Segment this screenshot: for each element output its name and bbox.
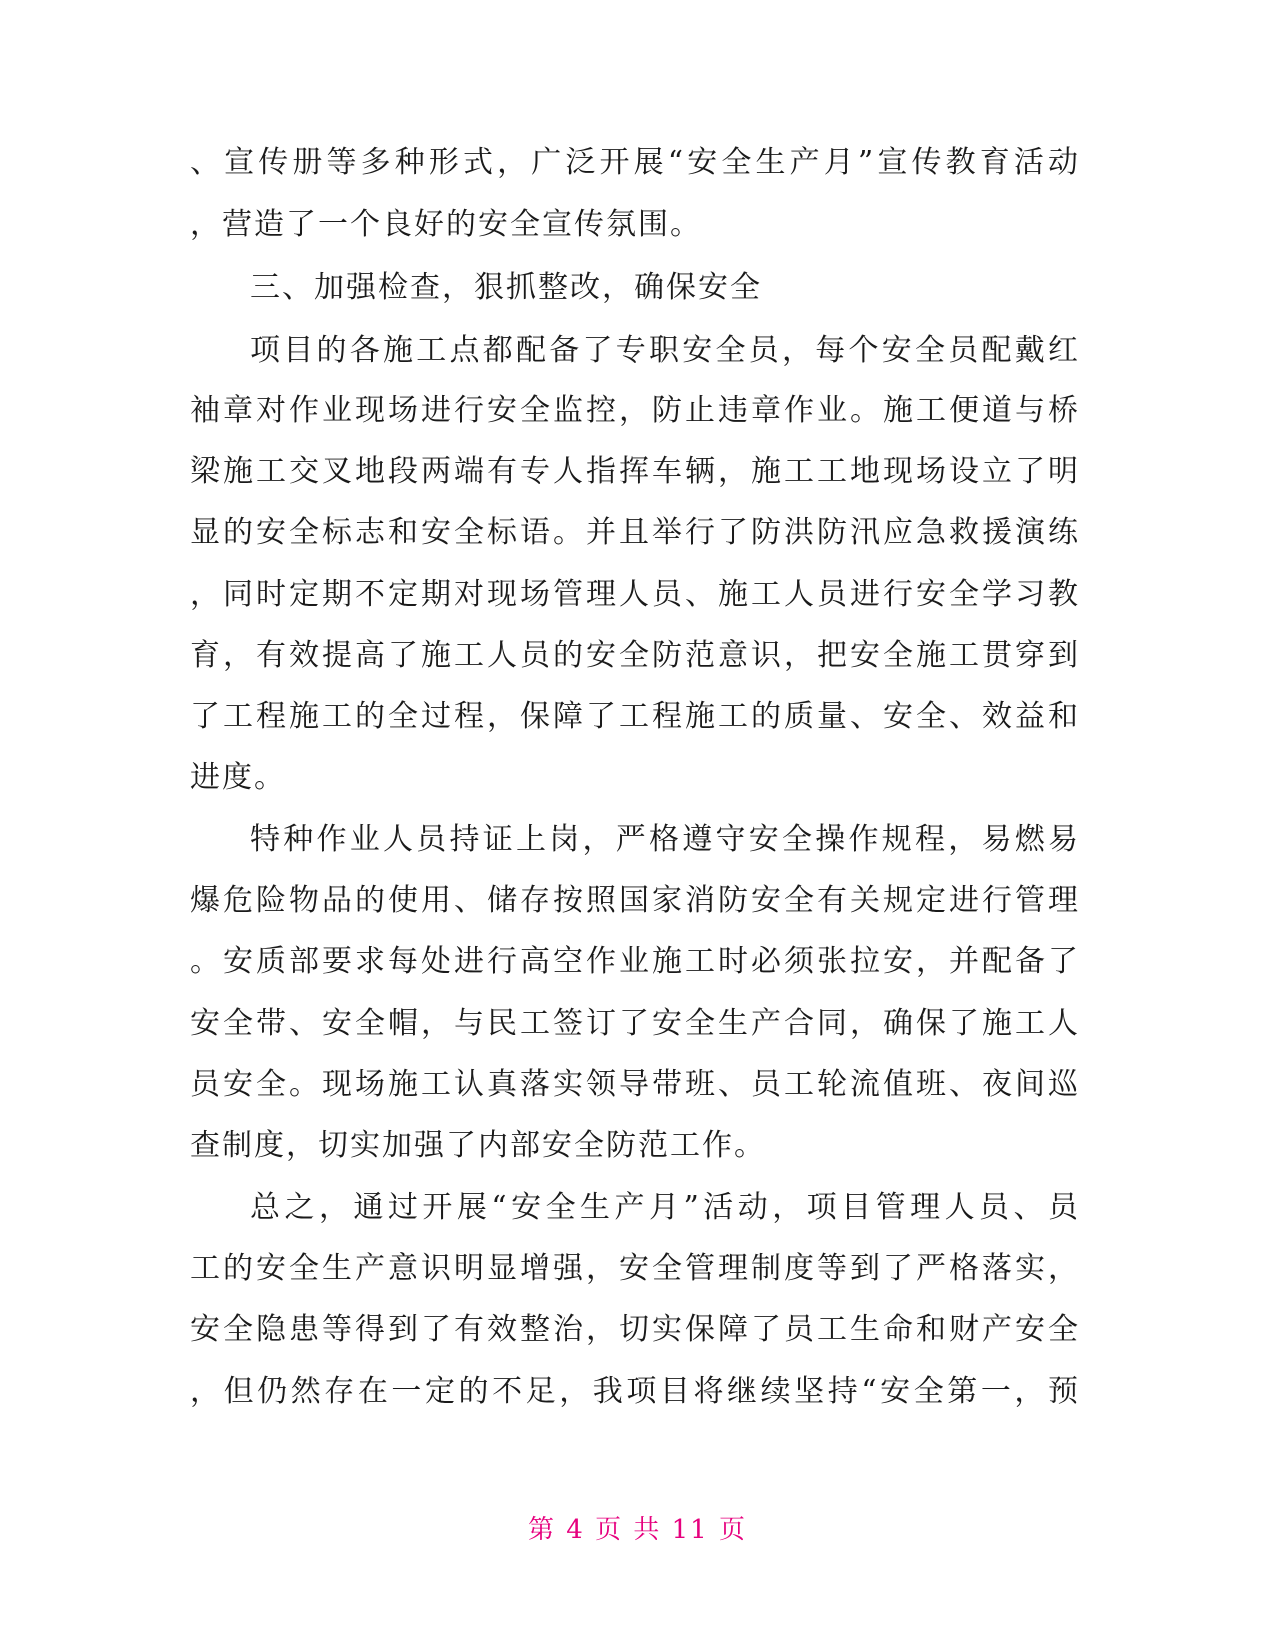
text-line: 项目的各施工点都配备了专职安全员，每个安全员配戴红 [250, 333, 1080, 368]
text-line: 爆危险物品的使用、储存按照国家消防安全有关规定进行管理 [190, 883, 1080, 918]
text-line: 梁施工交叉地段两端有专人指挥车辆，施工工地现场设立了明 [190, 454, 1080, 489]
text-line: 了工程施工的全过程，保障了工程施工的质量、安全、效益和 [190, 699, 1080, 734]
text-line: 员安全。现场施工认真落实领导带班、员工轮流值班、夜间巡 [190, 1067, 1080, 1102]
section-heading: 三、加强检查，狠抓整改，确保安全 [250, 270, 762, 305]
text-line: 显的安全标志和安全标语。并且举行了防洪防汛应急救援演练 [190, 515, 1080, 550]
text-line: 特种作业人员持证上岗，严格遵守安全操作规程，易燃易 [250, 822, 1080, 857]
text-line: 。安质部要求每处进行高空作业施工时必须张拉安，并配备了 [190, 944, 1080, 979]
text-line: 安全隐患等得到了有效整治，切实保障了员工生命和财产安全 [190, 1312, 1080, 1347]
text-line: 育，有效提高了施工人员的安全防范意识，把安全施工贯穿到 [190, 638, 1080, 673]
text-line: ，营造了一个良好的安全宣传氛围。 [190, 207, 702, 242]
text-line: 查制度，切实加强了内部安全防范工作。 [190, 1128, 766, 1163]
text-line: 工的安全生产意识明显增强，安全管理制度等到了严格落实， [190, 1251, 1080, 1286]
text-line: 总之，通过开展“安全生产月”活动，项目管理人员、员 [250, 1190, 1080, 1225]
text-line: ，但仍然存在一定的不足，我项目将继续坚持“安全第一，预 [190, 1374, 1080, 1409]
page-number-footer: 第 4 页 共 11 页 [528, 1515, 747, 1545]
text-line: 安全带、安全帽，与民工签订了安全生产合同，确保了施工人 [190, 1006, 1080, 1041]
text-line: ，同时定期不定期对现场管理人员、施工人员进行安全学习教 [190, 577, 1080, 612]
text-line: 进度。 [190, 760, 286, 795]
text-line: 、宣传册等多种形式，广泛开展“安全生产月”宣传教育活动 [190, 145, 1080, 180]
text-line: 袖章对作业现场进行安全监控，防止违章作业。施工便道与桥 [190, 393, 1080, 428]
